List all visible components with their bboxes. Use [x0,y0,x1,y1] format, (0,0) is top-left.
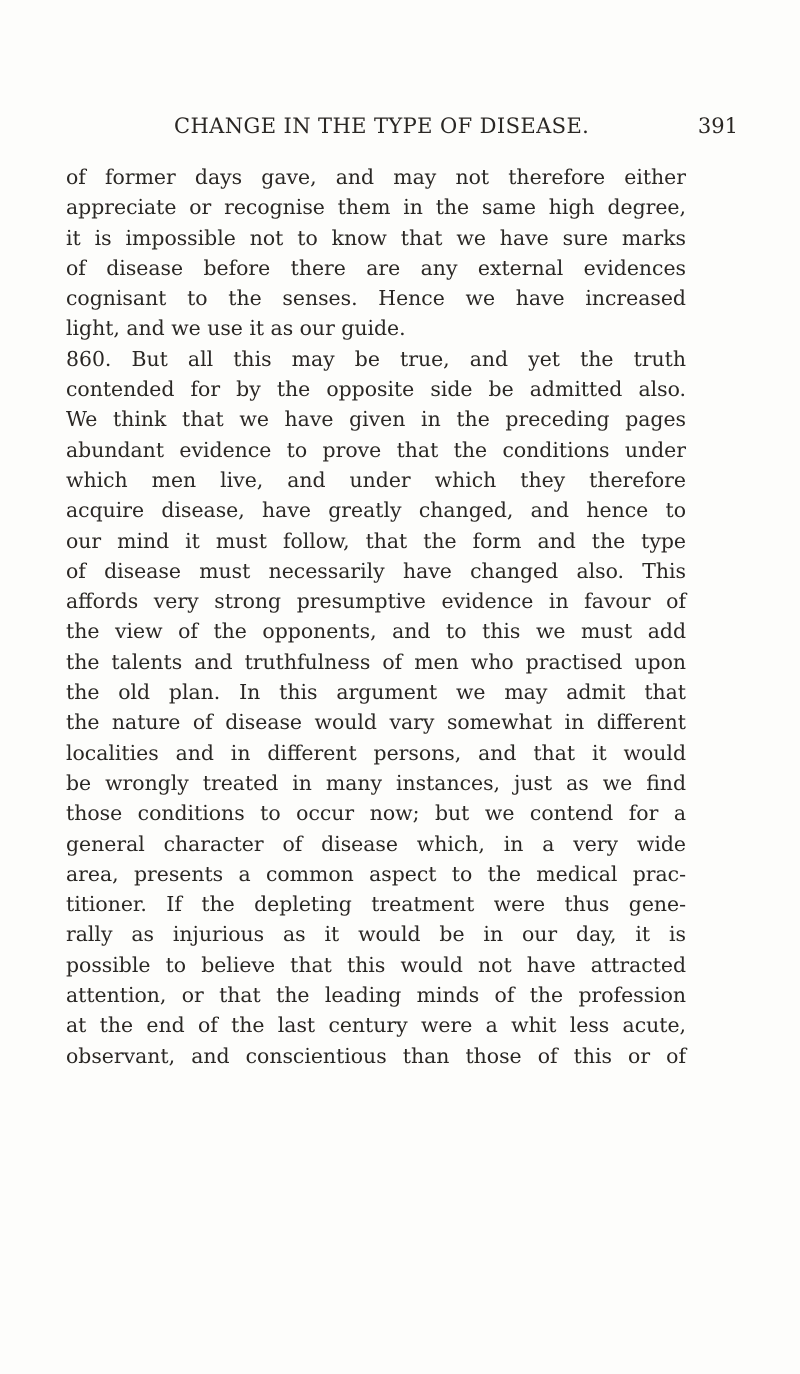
text-line: area, presents a common aspect to the medical prac- [66,861,686,886]
page-header [66,114,738,146]
text-line: the view of the opponents, and to this we must add [66,619,686,644]
text-line: it is impossible not to know that we have sure marks [66,225,686,250]
text-line: which men live, and under which they therefore [66,467,686,492]
text-line: the old plan. In this argument we may admit that [66,680,686,705]
text-line: our mind it must follow, that the form and the type [66,528,686,553]
text-line: at the end of the last century were a whit less acute, [66,1013,686,1038]
text-line: be wrongly treated in many instances, just as we find [66,770,686,795]
text-line: rally as injurious as it would be in our day, it is [66,922,686,947]
text-line: general character of disease which, in a very wide [66,831,686,856]
text-line: 860. But all this may be true, and yet the truth [66,346,686,371]
text-line: affords very strong presumptive evidence in favour of [66,589,686,614]
text-line: the nature of disease would vary somewhat in different [66,710,686,735]
text-line: acquire disease, have greatly changed, and hence to [66,498,686,523]
running-head: CHANGE IN THE TYPE OF DISEASE. [174,114,590,138]
page-number: 391 [697,114,738,138]
text-line: appreciate or recognise them in the same high degree, [66,195,686,220]
text-line: localities and in different persons, and that it would [66,740,686,765]
text-line: possible to believe that this would not have attracted [66,952,686,977]
text-line: We think that we have given in the preceding pages [66,407,686,432]
text-line: of former days gave, and may not therefore either [66,165,686,189]
text-line: attention, or that the leading minds of the profession [66,983,686,1008]
text-line: abundant evidence to prove that the conditions under [66,437,686,462]
text-line: observant, and conscientious than those of this or of [66,1043,686,1068]
text-line: titioner. If the depleting treatment were thus gene- [66,892,686,917]
text-line: the talents and truthfulness of men who practised upon [66,649,686,674]
text-line: of disease before there are any external evidences [66,255,686,280]
text-line: of disease must necessarily have changed also. This [66,558,686,583]
text-line: light, and we use it as our guide. [66,316,406,341]
body-text [66,162,686,1071]
text-line: contended for by the opposite side be admitted also. [66,377,686,402]
text-line: those conditions to occur now; but we contend for a [66,801,686,826]
text-line: cognisant to the senses. Hence we have increased [66,286,686,311]
